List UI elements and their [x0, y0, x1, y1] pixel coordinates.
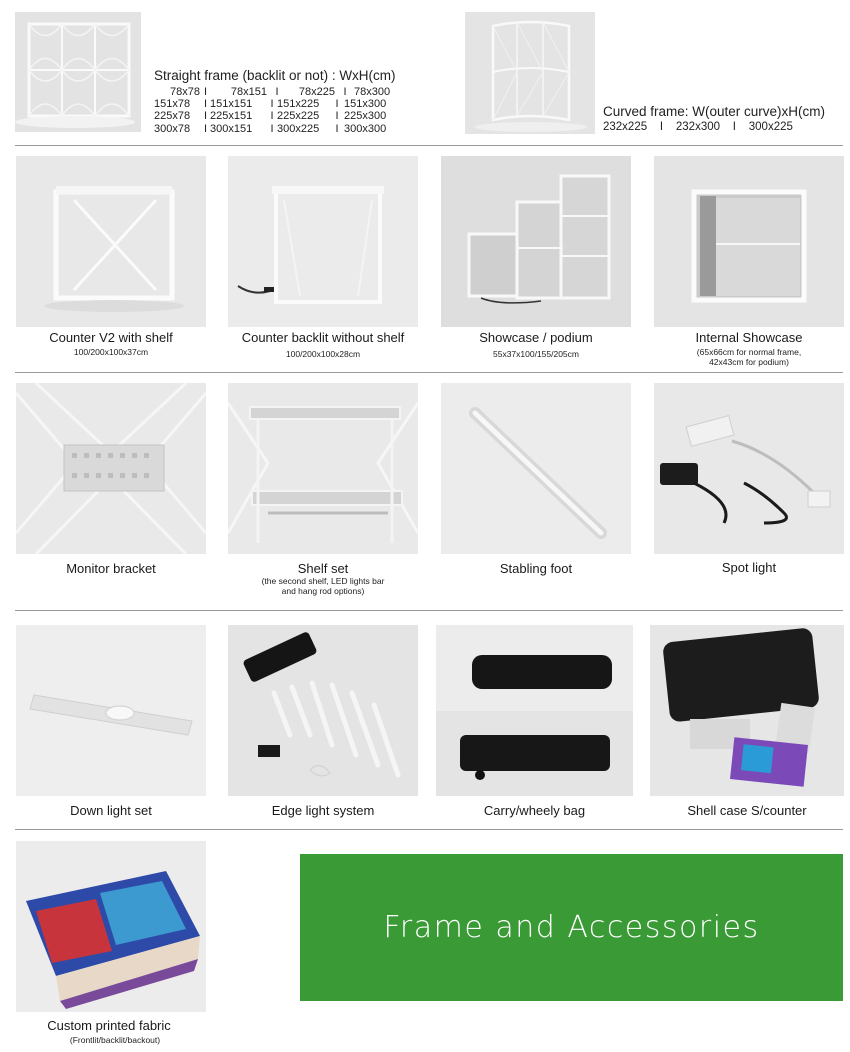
item-label: Internal Showcase — [695, 330, 803, 345]
divider — [15, 145, 843, 146]
item-subtitle: 55x37x100/155/205cm — [492, 349, 579, 359]
size-sep: I — [335, 122, 339, 135]
size-sep: I — [204, 86, 208, 98]
curved-frame-sizes: 232x225 I 232x300 I 300x225 — [603, 121, 793, 133]
size-cell: 151x300 — [344, 98, 387, 111]
item-label: Carry/wheely bag — [483, 803, 586, 818]
banner-title: Frame and Accessories — [383, 910, 760, 945]
size-cell: 300x151 — [210, 122, 253, 135]
item-subtitle: 42x43cm for podium) — [709, 357, 789, 367]
size-cell: 151x78 — [154, 98, 191, 111]
item-subtitle: 100/200x100x28cm — [285, 349, 361, 359]
curved-frame-title: Curved frame: W(outer curve)xH(cm) — [603, 104, 826, 119]
shell-case-photo — [650, 625, 844, 796]
item-label: Edge light system — [271, 803, 375, 818]
size-sep: I — [275, 86, 279, 98]
shelf-set-photo — [228, 383, 418, 554]
item-label: Shell case S/counter — [687, 803, 807, 818]
straight-frame-sizes — [154, 86, 400, 135]
carry-wheely-bag-photo — [436, 625, 633, 796]
size-row — [154, 98, 400, 110]
straight-frame-photo — [15, 12, 141, 132]
section-banner — [300, 854, 843, 1001]
item-subtitle: 100/200x100x37cm — [73, 347, 149, 357]
monitor-bracket-photo — [16, 383, 206, 554]
divider — [15, 829, 843, 830]
size-cell: 225x300 — [344, 110, 387, 123]
straight-frame-title: Straight frame (backlit or not) : WxH(cm) — [154, 68, 396, 83]
item-label: Custom printed fabric — [47, 1018, 171, 1033]
internal-showcase-photo — [654, 156, 844, 327]
item-label: Counter V2 with shelf — [49, 330, 173, 345]
item-label: Showcase / podium — [479, 330, 593, 345]
down-light-set-photo — [16, 625, 206, 796]
size-sep: I — [335, 110, 339, 123]
counter-v2-photo — [16, 156, 206, 327]
size-cell: 78x78 — [170, 86, 200, 98]
counter-backlit-photo — [228, 156, 418, 327]
divider — [15, 610, 843, 611]
size-cell: 225x78 — [154, 110, 191, 123]
size-sep: I — [204, 110, 208, 123]
size-cell: 300x78 — [154, 122, 191, 135]
size-row — [154, 86, 400, 98]
size-cell: 78x225 — [298, 86, 335, 98]
edge-light-system-photo — [228, 625, 418, 796]
item-label: Stabling foot — [499, 561, 573, 576]
item-subtitle: and hang rod options) — [281, 586, 365, 596]
size-sep: I — [270, 110, 274, 123]
size-cell: 225x225 — [277, 110, 320, 123]
size-sep: I — [343, 86, 347, 98]
showcase-podium-photo — [441, 156, 631, 327]
size-cell: 300x300 — [344, 122, 387, 135]
divider — [15, 372, 843, 373]
size-cell: 300x225 — [277, 122, 320, 135]
size-sep: I — [204, 122, 208, 135]
item-subtitle: (65x66cm for normal frame, — [696, 347, 802, 357]
size-sep: I — [335, 98, 339, 111]
item-label: Monitor bracket — [66, 561, 156, 576]
size-cell: 151x225 — [277, 98, 320, 111]
item-subtitle: (Frontlit/backlit/backout) — [69, 1035, 161, 1045]
item-subtitle: (the second shelf, LED lights bar — [261, 576, 385, 586]
size-sep: I — [270, 122, 274, 135]
curved-frame-photo — [465, 12, 595, 134]
custom-fabric-photo — [16, 841, 206, 1012]
stabling-foot-photo — [441, 383, 631, 554]
size-cell: 225x151 — [210, 110, 253, 123]
item-label: Spot light — [721, 560, 777, 575]
size-cell: 151x151 — [210, 98, 253, 111]
item-label: Down light set — [70, 803, 152, 818]
spot-light-photo — [654, 383, 844, 554]
item-label: Shelf set — [297, 561, 349, 576]
item-label: Counter backlit without shelf — [241, 330, 405, 345]
size-cell: 78x151 — [230, 86, 267, 98]
size-row — [154, 123, 400, 135]
size-sep: I — [270, 98, 274, 111]
size-row — [154, 110, 400, 122]
size-sep: I — [204, 98, 208, 111]
size-cell: 78x300 — [354, 86, 391, 98]
